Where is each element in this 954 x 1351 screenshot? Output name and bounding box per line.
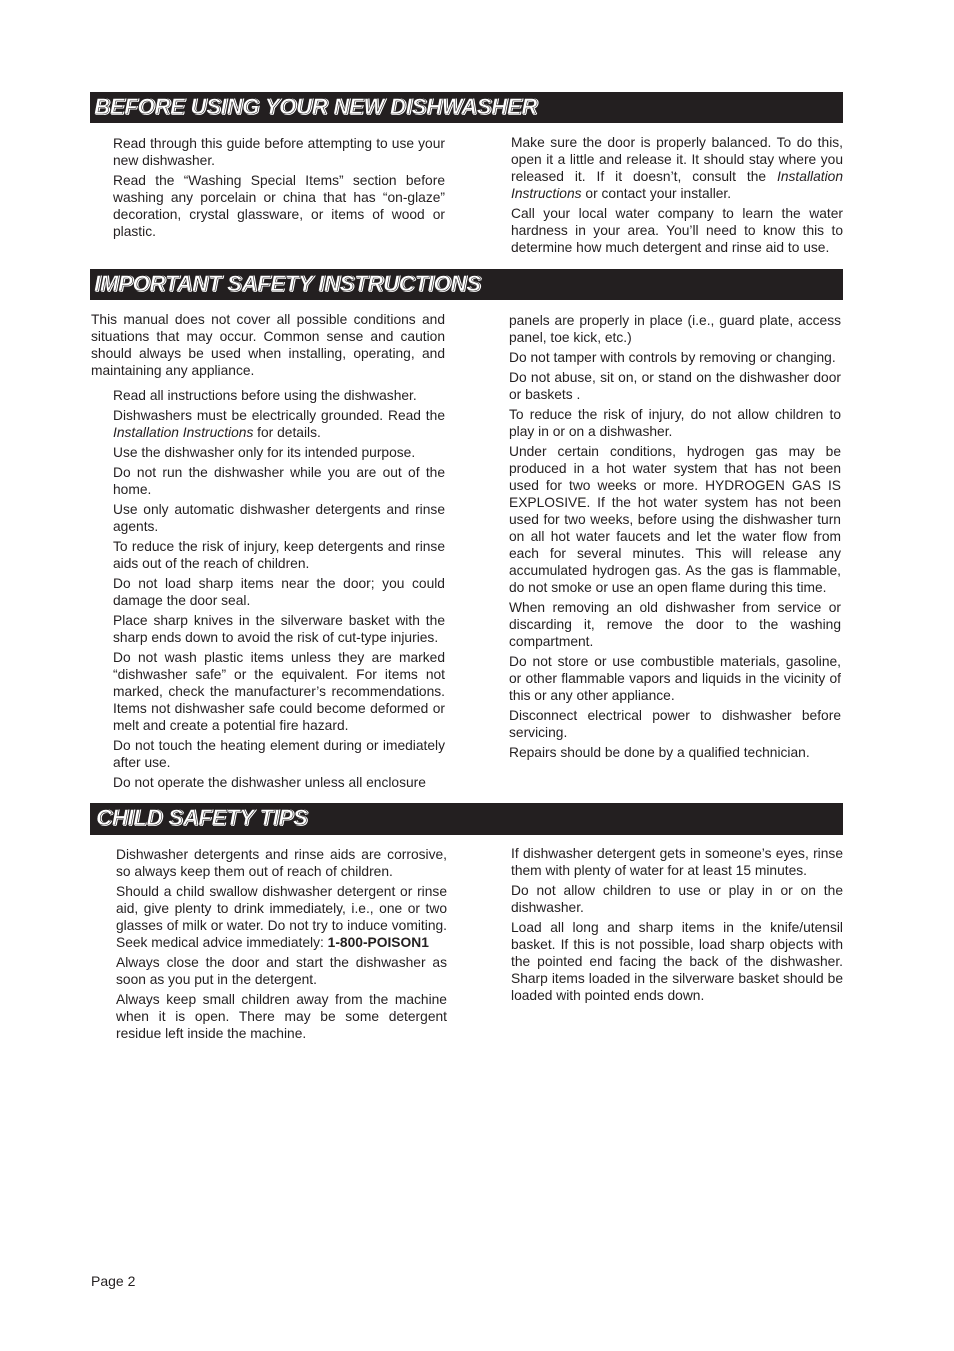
section-header-before-using xyxy=(90,92,843,123)
list-item: Disconnect electrical power to dishwasher before servicing. xyxy=(509,708,841,740)
list-item: Always keep small children away from the machine when it is open. There may be some detergent residue left inside the machine. xyxy=(116,992,447,1041)
list-item-grounded xyxy=(113,407,445,441)
list-item: Do not wash plastic items unless they are marked “dishwasher safe” or the equivalent. For items not marked, check the manufacturer’s recommendations. Items not dishwasher safe could become deformed or melt and create a potential fire hazard. xyxy=(113,650,445,733)
safety-intro xyxy=(91,311,445,382)
list-item: Do not store or use combustible materials, gasoline, or other flammable vapors and liquids in the vicinity of this or any other appliance. xyxy=(509,654,841,703)
before-left-column xyxy=(113,135,445,243)
section-title: IMPORTANT SAFETY INSTRUCTIONS xyxy=(94,271,481,296)
section-header-child-safety xyxy=(90,803,843,835)
list-item: Always close the door and start the dishwasher as soon as you put in the detergent. xyxy=(116,955,447,987)
before-right-column xyxy=(511,134,843,259)
safety-left-column xyxy=(113,387,445,794)
list-item: Use the dishwasher only for its intended purpose. xyxy=(113,445,416,460)
section-title: BEFORE USING YOUR NEW DISHWASHER xyxy=(94,94,538,119)
child-left-column xyxy=(116,846,447,1045)
emphasis: Installation Instructions xyxy=(511,169,843,201)
list-item: Do not operate the dishwasher unless all enclosure xyxy=(113,775,426,790)
list-item: Do not abuse, sit on, or stand on the dishwasher door or baskets . xyxy=(509,370,841,402)
list-item: If dishwasher detergent gets in someone’s eyes, rinse them with plenty of water for at least 15 minutes. xyxy=(511,846,843,878)
paragraph-door-balance xyxy=(511,134,843,202)
list-item: Under certain conditions, hydrogen gas may be produced in a hot water system that has not been used for two weeks or more. HYDROGEN GAS IS EXPLOSIVE. If the hot water system has not been used for two weeks, before using the dishwasher turn on all hot water faucets and let the water flow from each for several minutes. This will release any accumulated hydrogen gas. As the gas is flammable, do not smoke or use an open flame during this time. xyxy=(509,444,841,595)
list-item: To reduce the risk of injury, keep detergents and rinse aids out of the reach of children. xyxy=(113,539,445,571)
section-title: CHILD SAFETY TIPS xyxy=(96,805,308,830)
emphasis: Installation Instructions xyxy=(113,425,254,440)
list-item: Do not touch the heating element during or imediately after use. xyxy=(113,738,445,770)
list-item: Repairs should be done by a qualified technician. xyxy=(509,745,810,760)
paragraph: This manual does not cover all possible conditions and situations that may occur. Common sense and caution should always be used when installing, operating, and maintaining any appliance. xyxy=(91,312,445,378)
paragraph: Read the “Washing Special Items” section before washing any porcelain or china that has “on-glaze” decoration, crystal glassware, or items of wood or plastic. xyxy=(113,173,445,239)
list-item: Dishwasher detergents and rinse aids are corrosive, so always keep them out of reach of children. xyxy=(116,847,447,879)
list-item-swallow xyxy=(116,883,447,951)
text: or contact your installer. xyxy=(581,186,732,201)
page-number: Page 2 xyxy=(91,1273,136,1289)
paragraph: Call your local water company to learn the water hardness in your area. You’ll need to know this to determine how much detergent and rinse aid to use. xyxy=(511,206,843,255)
paragraph: Read through this guide before attempting to use your new dishwasher. xyxy=(113,136,445,168)
child-right-column xyxy=(511,845,843,1007)
section-header-safety xyxy=(90,269,843,300)
list-item: Do not run the dishwasher while you are out of the home. xyxy=(113,465,445,497)
poison-phone-number: 1-800-POISON1 xyxy=(327,935,429,950)
list-item: Read all instructions before using the dishwasher. xyxy=(113,388,417,403)
text: Make sure the door is properly balanced. To do this, open it a little and release it. It should stay where you released it. If it doesn’t, consult the xyxy=(511,135,843,184)
list-item: Do not load sharp items near the door; you could damage the door seal. xyxy=(113,576,445,608)
list-item: Load all long and sharp items in the knife/utensil basket. If this is not possible, load sharp objects with the pointed end facing the back of the dishwasher. Sharp items loaded in the silverware basket should be loaded with pointed ends down. xyxy=(511,920,843,1003)
list-item: Place sharp knives in the silverware basket with the sharp ends down to avoid the risk of cut-type injuries. xyxy=(113,613,445,645)
list-item: panels are properly in place (i.e., guard plate, access panel, toe kick, etc.) xyxy=(509,313,841,345)
text: Should a child swallow dishwasher detergent or rinse aid, give plenty to drink immediately, i.e., one or two glasses of milk or water. Do not try to induce vomiting. Seek medical advice immediately: xyxy=(116,884,447,950)
text: Dishwashers must be electrically grounded. Read the xyxy=(113,408,445,423)
list-item: When removing an old dishwasher from service or discarding it, remove the door to the washing compartment. xyxy=(509,600,841,649)
safety-right-column xyxy=(509,312,841,764)
list-item: Do not tamper with controls by removing or changing. xyxy=(509,350,836,365)
list-item: To reduce the risk of injury, do not allow children to play in or on a dishwasher. xyxy=(509,407,841,439)
list-item: Use only automatic dishwasher detergents and rinse agents. xyxy=(113,502,445,534)
list-item: Do not allow children to use or play in or on the dishwasher. xyxy=(511,883,843,915)
text: for details. xyxy=(253,425,321,440)
